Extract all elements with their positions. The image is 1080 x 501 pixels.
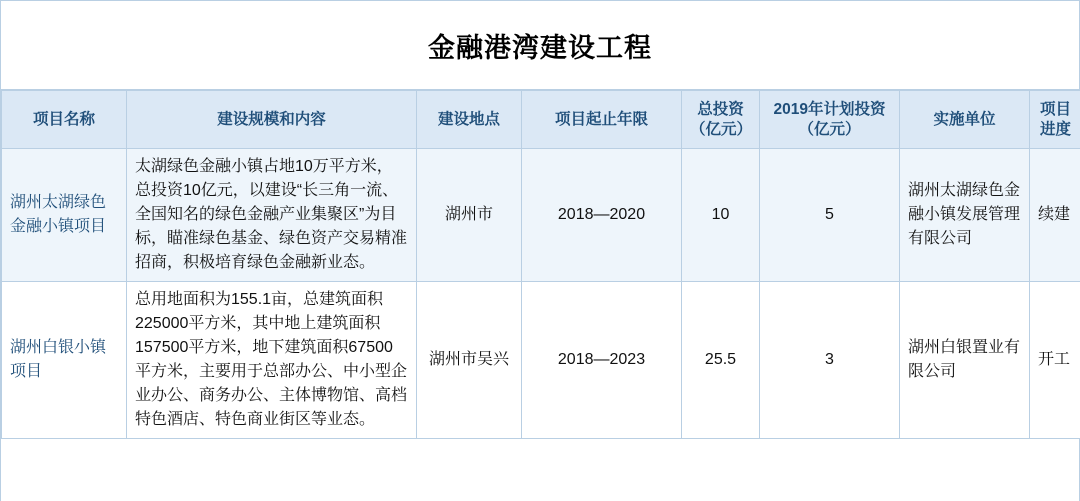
cell-scale-content: 太湖绿色金融小镇占地10万平方米，总投资10亿元，以建设“长三角一流、全国知名的绿色金融产业集聚区”为目标，瞄准绿色基金、绿色资产交易精准招商，积极培育绿色金融新业态。 xyxy=(127,149,417,282)
cell-location: 湖州市 xyxy=(417,149,522,282)
table-header-row xyxy=(2,91,1080,149)
table-row xyxy=(2,149,1080,282)
cell-period: 2018—2020 xyxy=(522,149,682,282)
column-header-scale-content: 建设规模和内容 xyxy=(127,91,417,149)
table-body xyxy=(2,149,1080,439)
cell-location: 湖州市吴兴 xyxy=(417,282,522,439)
column-header-location: 建设地点 xyxy=(417,91,522,149)
cell-project-name: 湖州白银小镇项目 xyxy=(2,282,127,439)
cell-plan-2019: 5 xyxy=(760,149,900,282)
table-row xyxy=(2,282,1080,439)
column-header-plan-2019: 2019年计划投资（亿元） xyxy=(760,91,900,149)
cell-project-name: 湖州太湖绿色金融小镇项目 xyxy=(2,149,127,282)
table-header xyxy=(2,91,1080,149)
cell-implementation-unit: 湖州白银置业有限公司 xyxy=(900,282,1030,439)
cell-period: 2018—2023 xyxy=(522,282,682,439)
column-header-project-name: 项目名称 xyxy=(2,91,127,149)
column-header-implementation-unit: 实施单位 xyxy=(900,91,1030,149)
column-header-progress: 项目进度 xyxy=(1030,91,1080,149)
cell-progress: 续建 xyxy=(1030,149,1080,282)
cell-total-investment: 25.5 xyxy=(682,282,760,439)
page-title: 金融港湾建设工程 xyxy=(428,32,652,63)
cell-implementation-unit: 湖州太湖绿色金融小镇发展管理有限公司 xyxy=(900,149,1030,282)
cell-plan-2019: 3 xyxy=(760,282,900,439)
column-header-period: 项目起止年限 xyxy=(522,91,682,149)
cell-progress: 开工 xyxy=(1030,282,1080,439)
projects-table xyxy=(1,90,1080,439)
column-header-total-investment: 总投资（亿元） xyxy=(682,91,760,149)
cell-total-investment: 10 xyxy=(682,149,760,282)
document-title-bar xyxy=(1,1,1079,90)
cell-scale-content: 总用地面积为155.1亩，总建筑面积225000平方米，其中地上建筑面积157500平方米，地下建筑面积67500平方米，主要用于总部办公、中小型企业办公、商务办公、主体博物馆、高档特色酒店、特色商业街区等业态。 xyxy=(127,282,417,439)
